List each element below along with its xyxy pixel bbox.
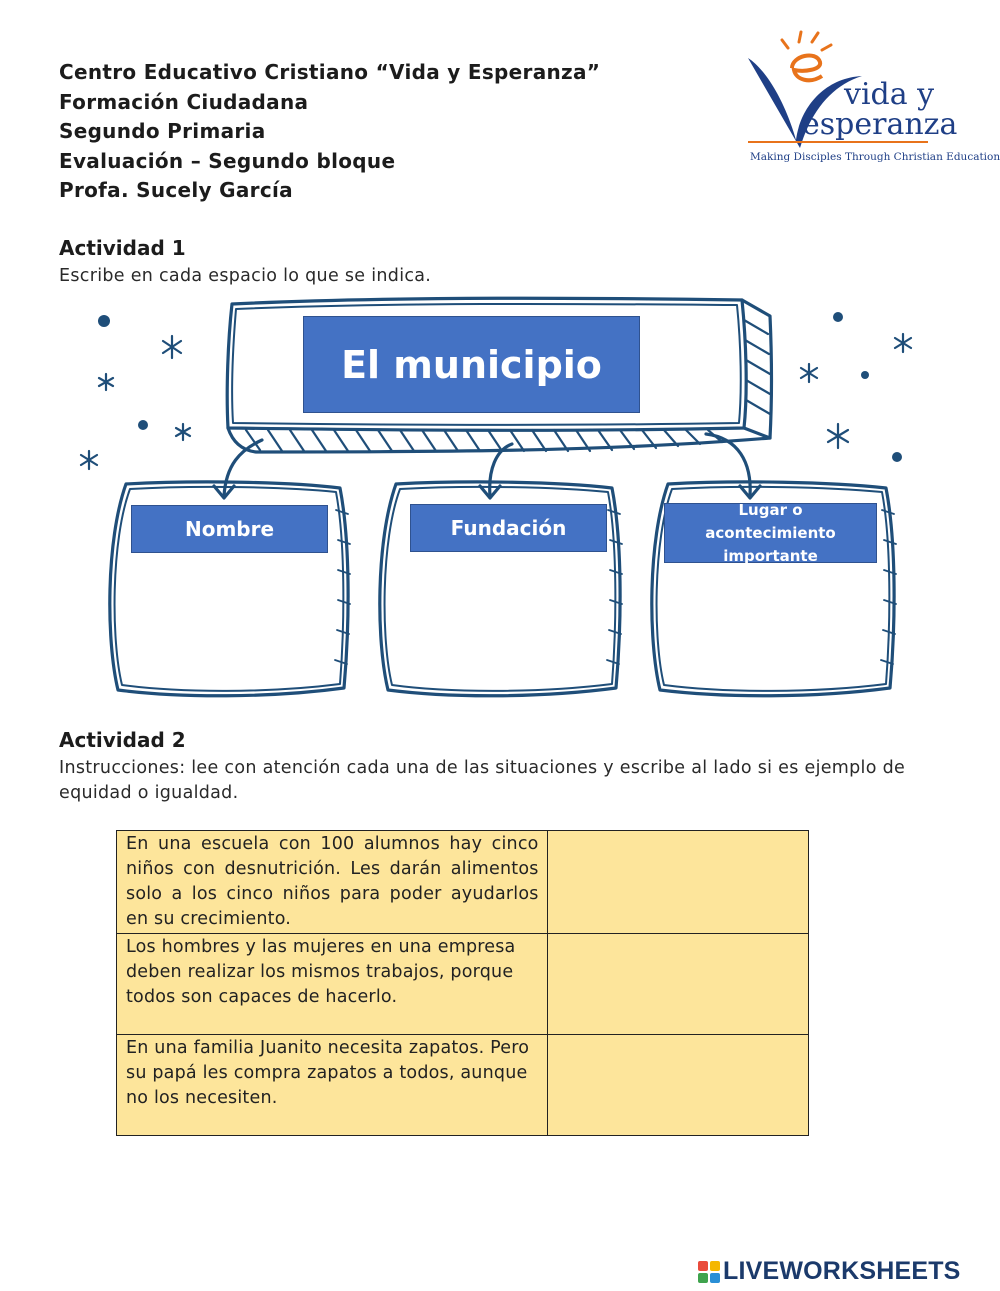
subject-name: Formación Ciudadana	[59, 89, 309, 114]
logo-line1: vida y	[844, 77, 935, 112]
liveworksheets-logo-icon	[698, 1261, 720, 1283]
teacher-name: Profa. Sucely García	[59, 178, 293, 202]
liveworksheets-footer	[698, 1257, 961, 1286]
activity2-instructions: Instrucciones: lee con atención cada una de las situaciones y escribe al lado si es ejemplo de equidad o igualdad.	[59, 758, 906, 803]
activity1-instructions: Escribe en cada espacio lo que se indica.	[59, 266, 432, 286]
situation-cell: En una escuela con 100 alumnos hay cinco niños con desnutrición. Les darán alimentos solo a los cinco niños para poder ayudarlos en su crecimiento.	[117, 831, 548, 934]
evaluation-title: Evaluación – Segundo bloque	[59, 148, 396, 173]
municipio-title-box: El municipio	[303, 316, 640, 413]
table-row	[117, 1035, 809, 1136]
table-row	[117, 831, 809, 934]
grade-level: Segundo Primaria	[59, 119, 266, 143]
school-logo	[744, 28, 1000, 168]
nombre-answer-area[interactable]	[130, 560, 336, 680]
situations-table	[116, 830, 809, 1136]
e-letter-icon	[792, 55, 822, 80]
lugar-answer-area[interactable]	[672, 570, 882, 680]
answer-cell[interactable]	[547, 831, 808, 934]
nombre-label: Nombre	[131, 505, 328, 553]
logo-tagline: Making Disciples Through Christian Education	[750, 151, 1000, 163]
lugar-label: Lugar o acontecimiento importante	[664, 503, 877, 563]
fundacion-label: Fundación	[410, 504, 607, 552]
logo-line2: esperanza	[802, 107, 958, 142]
activity1-title: Actividad 1	[59, 236, 186, 260]
situation-cell: Los hombres y las mujeres en una empresa deben realizar los mismos trabajos, porque todos son capaces de hacerlo.	[117, 934, 548, 1035]
document-header	[59, 58, 600, 206]
table-row	[117, 934, 809, 1035]
sun-rays-icon	[782, 32, 831, 50]
fundacion-answer-area[interactable]	[402, 560, 608, 680]
school-name: Centro Educativo Cristiano “Vida y Esperanza”	[59, 60, 601, 84]
situation-cell: En una familia Juanito necesita zapatos. Pero su papá les compra zapatos a todos, aunque no los necesiten.	[117, 1035, 548, 1136]
liveworksheets-brand: LIVEWORKSHEETS	[723, 1257, 961, 1285]
answer-cell[interactable]	[547, 1035, 808, 1136]
activity2-title: Actividad 2	[59, 728, 186, 752]
answer-cell[interactable]	[547, 934, 808, 1035]
